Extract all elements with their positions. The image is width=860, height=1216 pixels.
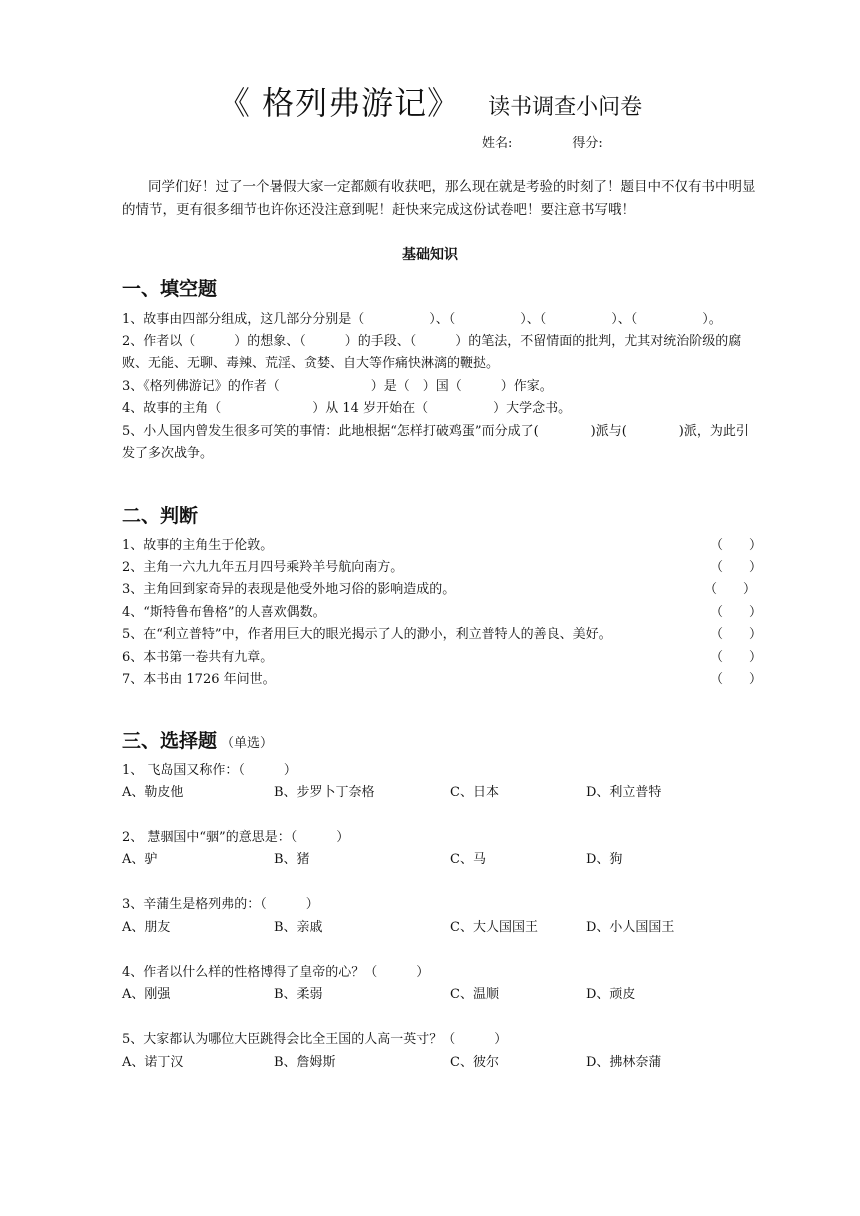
statement-text: 4、“斯特鲁布鲁格”的人喜欢偶数。	[122, 605, 326, 620]
title-main: 《 格列弗游记》	[217, 84, 461, 122]
score-label: 得分:	[572, 136, 603, 151]
true-false-heading: 二、判断	[122, 505, 199, 527]
title-sub: 读书调查小问卷	[488, 95, 643, 120]
option-a: A、驴	[122, 852, 158, 867]
statement-text: 2、主角一六九九年五月四号乘羚羊号航向南方。	[122, 560, 404, 575]
statement-text: 6、本书第一卷共有九章。	[122, 650, 274, 665]
answer-bracket: （ ）	[709, 538, 762, 553]
option-c: C、马	[450, 852, 486, 867]
choice-question: 5、大家都认为哪位大臣跳得会比全王国的人高一英寸？（ ）	[122, 1032, 508, 1047]
intro-paragraph: 同学们好！过了一个暑假大家一定都颇有收获吧，那么现在就是考验的时刻了！题目中不仅有书中明显的情节，更有很多细节也许你还没注意到呢！赶快来完成这份试卷吧！要注意书写哦！	[122, 179, 756, 218]
option-c: C、彼尔	[450, 1055, 499, 1070]
statement-text: 1、故事的主角生于伦敦。	[122, 538, 274, 553]
option-b: B、亲戚	[274, 920, 323, 935]
option-a: A、朋友	[122, 920, 171, 935]
answer-bracket: （ ）	[709, 605, 762, 620]
name-label: 姓名:	[482, 136, 513, 151]
option-d: D、拂林奈蒲	[586, 1055, 662, 1070]
choice-question: 1、 飞岛国又称作：（ ）	[122, 763, 297, 778]
statement-text: 3、主角回到家奇异的表现是他受外地习俗的影响造成的。	[122, 582, 456, 597]
fill-blank-item: 4、故事的主角（ ）从 14 岁开始在（ ）大学念书。	[122, 401, 572, 416]
option-a: A、刚强	[122, 987, 171, 1002]
option-c: C、日本	[450, 785, 499, 800]
section-title: 基础知识	[402, 247, 458, 263]
choice-question: 3、辛蒲生是格列弗的：（ ）	[122, 897, 319, 912]
option-a: A、勒皮他	[122, 785, 184, 800]
choice-question: 4、作者以什么样的性格博得了皇帝的心？（ ）	[122, 965, 430, 980]
fill-blank-item: 5、小人国内曾发生很多可笑的事情：此地根据“怎样打破鸡蛋”而分成了( )派与( )派，为此引发了多次战争。	[122, 424, 749, 461]
option-c: C、大人国国王	[450, 920, 538, 935]
answer-bracket: （ ）	[703, 582, 756, 597]
answer-bracket: （ ）	[709, 672, 762, 687]
answer-bracket: （ ）	[709, 650, 762, 665]
option-b: B、柔弱	[274, 987, 323, 1002]
statement-text: 5、在“利立普特”中，作者用巨大的眼光揭示了人的渺小，利立普特人的善良、美好。	[122, 627, 612, 642]
choice-options	[122, 849, 762, 871]
choice-options	[122, 782, 762, 804]
choice-options	[122, 917, 762, 939]
option-a: A、诺丁汉	[122, 1055, 184, 1070]
answer-bracket: （ ）	[709, 560, 762, 575]
fill-blank-heading: 一、填空题	[122, 278, 218, 300]
option-d: D、小人国国王	[586, 920, 675, 935]
choice-question: 2、 慧骃国中“骃”的意思是：（ ）	[122, 830, 350, 845]
answer-bracket: （ ）	[709, 627, 762, 642]
statement-text: 7、本书由 1726 年问世。	[122, 672, 276, 687]
page-title	[0, 78, 860, 124]
option-b: B、猪	[274, 852, 310, 867]
option-d: D、顽皮	[586, 987, 636, 1002]
fill-blank-item: 3、《格列佛游记》的作者（ ）是（ ）国（ ）作家。	[122, 379, 553, 394]
choice-options	[122, 984, 762, 1006]
choice-heading	[122, 726, 273, 753]
option-c: C、温顺	[450, 987, 499, 1002]
option-d: D、狗	[586, 852, 623, 867]
choice-options	[122, 1052, 762, 1074]
option-d: D、利立普特	[586, 785, 662, 800]
name-score-bar	[482, 132, 603, 151]
fill-blank-item: 1、故事由四部分组成，这几部分分别是（ ）、（ ）、（ ）、（ ）。	[122, 312, 722, 327]
choice-note: （单选）	[221, 736, 274, 751]
option-b: B、步罗卜丁奈格	[274, 785, 375, 800]
choice-heading-text: 三、选择题	[122, 730, 218, 752]
fill-blank-item: 2、作者以（ ）的想象、（ ）的手段、（ ）的笔法，不留情面的批判，尤其对统治阶级的腐败、无能、无聊、毒辣、荒淫、贪婪、自大等作痛快淋漓的鞭挞。	[122, 334, 742, 371]
option-b: B、詹姆斯	[274, 1055, 336, 1070]
